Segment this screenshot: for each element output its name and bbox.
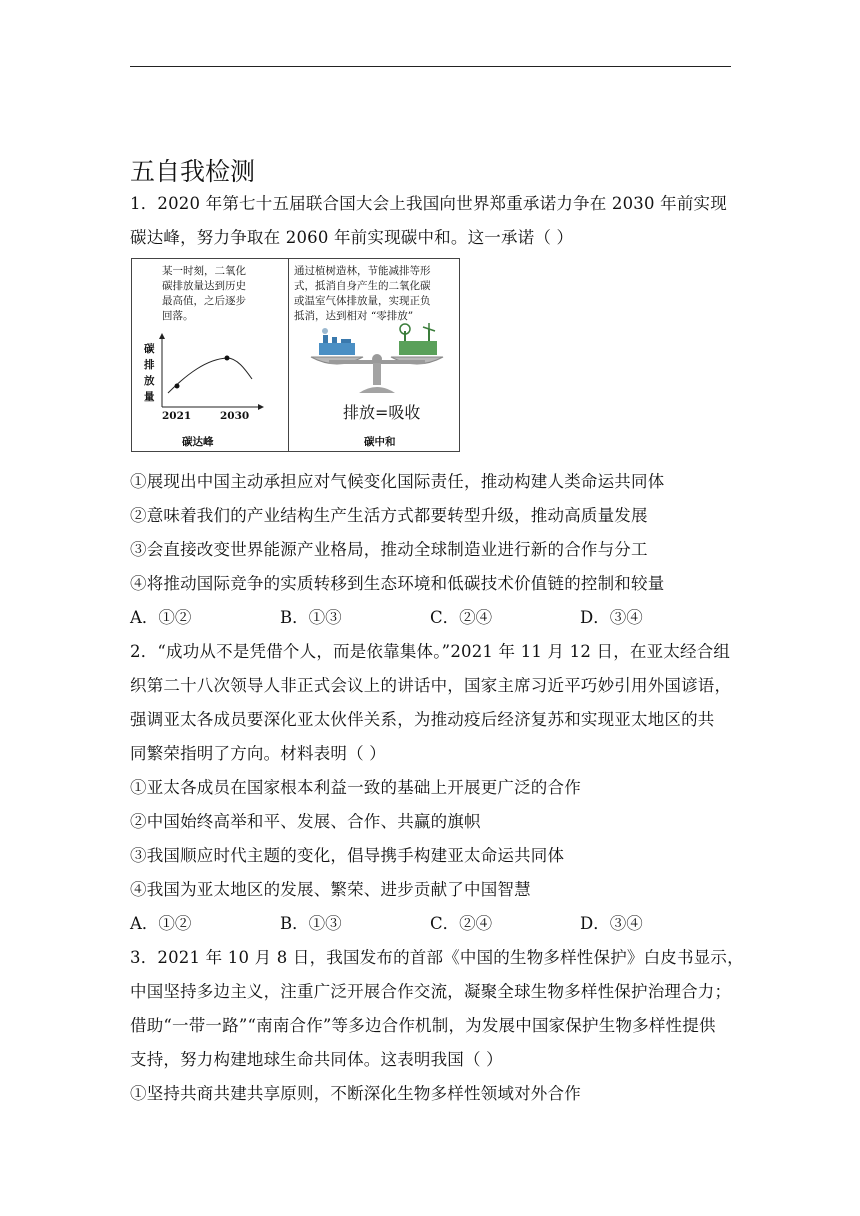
- x-tick-2030: 2030: [220, 410, 250, 422]
- emission-curve-chart: [132, 259, 288, 453]
- right-caption: 碳中和: [364, 436, 396, 448]
- q3-stem-line: 3．2021 年 10 月 8 日，我国发布的首部《中国的生物多样性保护》白皮书显示，: [130, 948, 744, 967]
- point-2030: [225, 356, 230, 361]
- q3-stem-line: 借助“一带一路”“南南合作”等多边合作机制，为发展中国家保护生物多样性提供: [130, 1016, 716, 1035]
- q2-statement: ④我国为亚太地区的发展、繁荣、进步贡献了中国智慧: [130, 880, 531, 899]
- q2-statement: ①亚太各成员在国家根本利益一致的基础上开展更广泛的合作: [130, 778, 581, 797]
- q1-option-d[interactable]: D．③④: [580, 608, 643, 627]
- q1-option-b[interactable]: B．①③: [280, 608, 342, 627]
- q2-statement: ③我国顺应时代主题的变化，倡导携手构建亚太命运共同体: [130, 846, 565, 865]
- balance-scale-icon: [289, 259, 461, 453]
- q1-stem-line: 碳达峰，努力争取在 2060 年前实现碳中和。这一承诺（ ）: [130, 228, 574, 247]
- header-rule: [130, 66, 731, 67]
- q1-option-a[interactable]: A．①②: [130, 608, 192, 627]
- q2-option-c[interactable]: C．②④: [430, 914, 493, 933]
- point-2021: [175, 384, 180, 389]
- section-title: 五自我检测: [130, 157, 256, 186]
- q3-statement: ①坚持共商共建共享原则，不断深化生物多样性领域对外合作: [130, 1084, 581, 1103]
- q2-stem-line: 同繁荣指明了方向。材料表明（ ）: [130, 744, 386, 763]
- q1-statement: ①展现出中国主动承担应对气候变化国际责任，推动构建人类命运共同体: [130, 472, 665, 491]
- q2-stem-line: 织第二十八次领导人非正式会议上的讲话中，国家主席习近平巧妙引用外国谚语，: [130, 676, 732, 695]
- q2-stem-line: 2．“成功从不是凭借个人，而是依靠集体。”2021 年 11 月 12 日，在亚太经合组: [130, 642, 731, 661]
- q2-option-d[interactable]: D．③④: [580, 914, 643, 933]
- x-tick-2021: 2021: [162, 410, 192, 422]
- x-axis-arrow: [258, 404, 264, 410]
- q2-stem-line: 强调亚太各成员要深化亚太伙伴关系，为推动疫后经济复苏和实现亚太地区的共: [130, 710, 715, 729]
- left-caption: 碳达峰: [182, 436, 214, 448]
- left-note: 某一时刻，二氧化 碳排放量达到历史 最高值，之后逐步 回落。: [162, 265, 246, 322]
- q1-statement: ②意味着我们的产业结构生产生活方式都要转型升级，推动高质量发展: [130, 506, 648, 525]
- y-axis-label: 碳 排 放 量: [144, 343, 155, 403]
- q2-option-b[interactable]: B．①③: [280, 914, 342, 933]
- q1-statement: ③会直接改变世界能源产业格局，推动全球制造业进行新的合作与分工: [130, 540, 648, 559]
- q1-figure: [131, 258, 460, 452]
- q2-option-a[interactable]: A．①②: [130, 914, 192, 933]
- balance-label: 排放=吸收: [343, 403, 421, 422]
- q1-option-c[interactable]: C．②④: [430, 608, 493, 627]
- y-axis-arrow: [159, 333, 165, 339]
- right-note: 通过植树造林，节能减排等形 式，抵消自身产生的二氧化碳 或温室气体排放量，实现正负 抵消，达到相对 “零排放”: [294, 265, 431, 322]
- q3-stem-line: 支持，努力构建地球生命共同体。这表明我国（ ）: [130, 1050, 503, 1069]
- q2-statement: ②中国始终高举和平、发展、合作、共赢的旗帜: [130, 812, 481, 831]
- q3-stem-line: 中国坚持多边主义，注重广泛开展合作交流，凝聚全球生物多样性保护治理合力；: [130, 982, 732, 1001]
- q1-stem-line: 1．2020 年第七十五届联合国大会上我国向世界郑重承诺力争在 2030 年前实现: [130, 194, 727, 213]
- emission-curve: [168, 358, 252, 393]
- q1-statement: ④将推动国际竞争的实质转移到生态环境和低碳技术价值链的控制和较量: [130, 574, 665, 593]
